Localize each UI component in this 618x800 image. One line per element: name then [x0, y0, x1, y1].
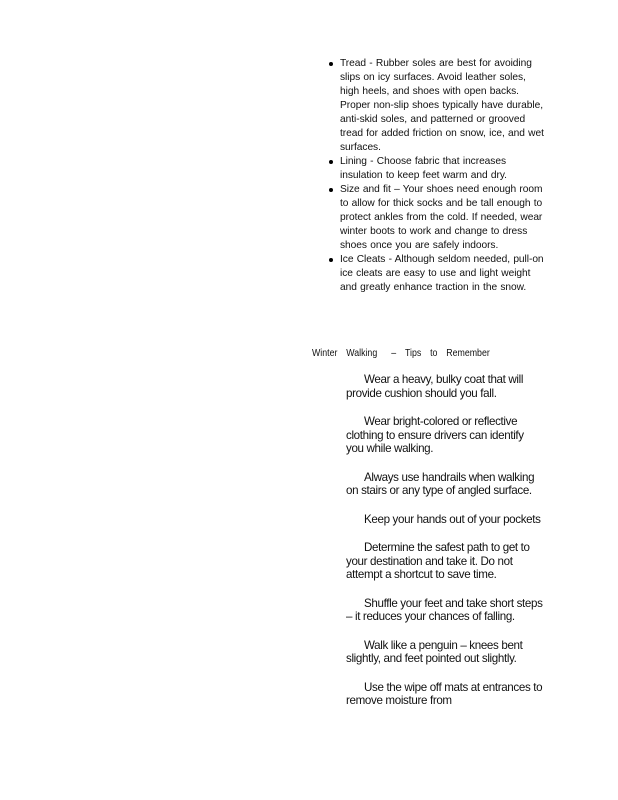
- tip-paragraph: Keep your hands out of your pockets: [364, 512, 541, 526]
- heading-word: Remember: [446, 348, 490, 359]
- tip-paragraph: Walk like a penguin – knees bent slightly, and feet pointed out slightly.: [346, 638, 523, 665]
- heading-word: –: [391, 348, 397, 359]
- bullet-item-tread: [322, 57, 544, 155]
- tip-paragraph: Always use handrails when walking on stairs or any type of angled surface.: [346, 470, 535, 497]
- tip-paragraph: Determine the safest path to get to your destination and take it. Do not attempt a shortcut to save time.: [346, 541, 530, 581]
- bullet-text: Tread - Rubber soles are best for avoiding slips on icy surfaces. Avoid leather soles, high heels, and shoes with open backs. Proper non-slip shoes typically have durable, anti-skid soles, and patterned or grooved tread for added friction on snow, ice, and wet surfaces.: [340, 58, 544, 153]
- bullet-dot: [329, 160, 333, 164]
- heading-word: Walking: [346, 348, 378, 359]
- heading-word: Tips: [404, 348, 422, 359]
- tip-paragraph: Use the wipe off mats at entrances to remove moisture from: [346, 680, 543, 707]
- bullet-text: Lining - Choose fabric that increases insulation to keep feet warm and dry.: [340, 156, 507, 181]
- bullet-text: Ice Cleats - Although seldom needed, pull-on ice cleats are easy to use and light weight and greatly enhance traction in the snow.: [340, 254, 544, 293]
- heading-word: Winter: [312, 348, 338, 359]
- heading-word: to: [430, 348, 438, 359]
- bullet-dot: [329, 62, 333, 66]
- tip-paragraph: Wear bright-colored or reflective clothing to ensure drivers can identify you while walking.: [346, 415, 524, 455]
- tip-paragraph: Wear a heavy, bulky coat that will provide cushion should you fall.: [346, 373, 524, 400]
- bullet-dot: [329, 258, 333, 262]
- bullet-text: Size and fit – Your shoes need enough room to allow for thick socks and be tall enough to protect ankles from the cold. If needed, wear winter boots to work and change to dress shoes once you are safely indoors.: [340, 184, 543, 251]
- bullet-item-ice-cleats: [322, 253, 544, 295]
- bullet-dot: [329, 188, 333, 192]
- bullet-item-size-fit: [322, 183, 544, 253]
- section-heading: [312, 347, 488, 361]
- tip-paragraph: Shuffle your feet and take short steps – it reduces your chances of falling.: [346, 596, 543, 623]
- bullet-item-lining: [322, 155, 544, 183]
- winter-walking-tips: [346, 373, 544, 723]
- footwear-bullet-list: [322, 57, 544, 295]
